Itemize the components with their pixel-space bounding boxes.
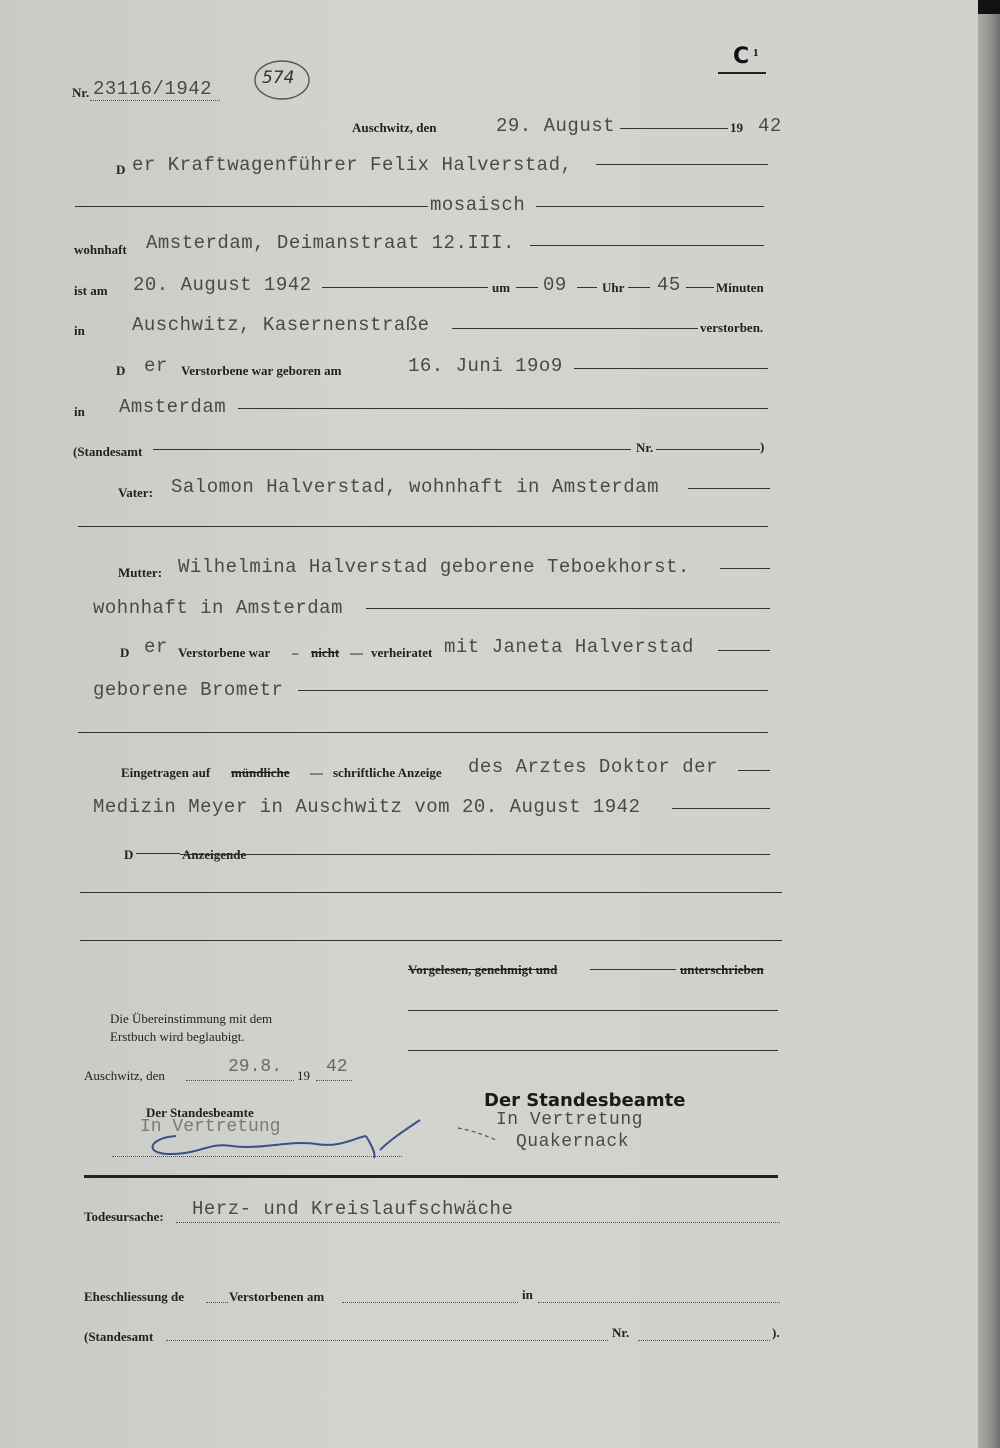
right-standesbeamte-title: Der Standesbeamte <box>484 1090 686 1111</box>
beglaubigt-year-suffix: 42 <box>326 1057 348 1077</box>
spouse: mit Janeta Halverstad <box>444 636 694 658</box>
nr-line <box>90 100 220 101</box>
todesursache: Herz- und Kreislaufschwäche <box>192 1198 514 1220</box>
anzeigende-rule <box>180 854 770 855</box>
vater-label: Vater: <box>118 485 153 500</box>
mutter-line2-rule <box>366 608 770 609</box>
page-edge <box>978 0 1000 1448</box>
birth-place: Amsterdam <box>119 396 227 418</box>
beglaubigt-date: 29.8. <box>228 1057 283 1077</box>
mutter-line2: wohnhaft in Amsterdam <box>93 597 343 619</box>
todesursache-dots <box>176 1222 780 1223</box>
death-hour: 09 <box>543 274 567 296</box>
marriage-dash1: – <box>292 645 299 660</box>
nr-value: 23116/1942 <box>93 78 213 100</box>
form-code: C <box>733 44 750 69</box>
signature-rule-2 <box>408 1050 778 1051</box>
mutter-label: Mutter: <box>118 565 163 580</box>
marriage-verheiratet: verheiratet <box>371 645 433 660</box>
marriage-label: Verstorbene war <box>178 645 271 660</box>
ehe-date-dots <box>342 1302 518 1303</box>
date-line <box>620 128 728 129</box>
hour-rule <box>577 287 597 288</box>
entry-muendliche: mündliche <box>231 765 290 780</box>
birth-standesamt-rule <box>153 449 631 450</box>
wohnhaft-label: wohnhaft <box>74 242 127 257</box>
beglaubigt-year-prefix: 19 <box>297 1068 310 1083</box>
ehe-label: Eheschliessung de <box>84 1289 185 1304</box>
uhr-label: Uhr <box>602 280 625 295</box>
death-place-rule <box>452 328 698 329</box>
beglaubigt-date-dots <box>186 1080 294 1081</box>
vorgelesen-rule <box>590 969 676 970</box>
year-prefix: 19 <box>730 120 743 135</box>
signature-stroke-mark <box>456 1124 506 1146</box>
left-vertretung: In Vertretung <box>140 1117 281 1137</box>
handwritten-signature <box>140 1110 440 1166</box>
right-vertretung: In Vertretung <box>496 1110 643 1130</box>
person-line1: er Kraftwagenführer Felix Halverstad, <box>132 154 573 176</box>
todesursache-label: Todesursache: <box>84 1209 164 1224</box>
entry-text2: Medizin Meyer in Auschwitz vom 20. August 1942 <box>93 796 641 818</box>
birth-date-rule <box>574 368 768 369</box>
ehe-in-label: in <box>522 1287 533 1302</box>
form-code-underline <box>718 72 766 74</box>
entry-dash: — <box>310 765 323 780</box>
marriage-d-prefix: D <box>120 645 130 660</box>
entry-schriftliche: schriftliche Anzeige <box>333 765 442 780</box>
mutter-rule <box>720 568 770 569</box>
address-rule <box>530 245 764 246</box>
anzeigende-line2-rule <box>80 892 782 893</box>
entry-text1-rule <box>738 770 770 771</box>
death-place: Auschwitz, Kasernenstraße <box>132 314 430 336</box>
birth-label: Verstorbene war geboren am <box>181 363 342 378</box>
vater-rule <box>688 488 770 489</box>
religion: mosaisch <box>430 194 526 216</box>
section-divider <box>84 1175 778 1178</box>
ehe-place-dots <box>538 1302 780 1303</box>
anzeigende-d: D <box>124 847 134 862</box>
year-suffix: 42 <box>758 115 782 137</box>
birth-place-rule <box>238 408 768 409</box>
left-standesbeamte-title: Der Standesbeamte <box>146 1105 254 1120</box>
mutter: Wilhelmina Halverstad geborene Teboekhorst. <box>178 556 690 578</box>
birth-close: ) <box>760 439 765 454</box>
entry-label: Eingetragen auf <box>121 765 211 780</box>
beglaubigt-place-label: Auschwitz, den <box>84 1068 165 1083</box>
marriage-line3-rule <box>78 732 768 733</box>
footer-standesamt-dots <box>166 1340 608 1341</box>
beglaubigt-year-dots <box>316 1080 352 1081</box>
spouse-line2: geborene Brometr <box>93 679 284 701</box>
footer-close: ). <box>772 1325 780 1340</box>
anzeigende-d-rule <box>136 853 180 854</box>
person-line1-rule <box>596 164 768 165</box>
marriage-d-suffix: er <box>144 636 168 658</box>
address: Amsterdam, Deimanstraat 12.III. <box>146 232 515 254</box>
religion-left-rule <box>75 206 428 207</box>
birth-standesamt-label: (Standesamt <box>73 444 143 459</box>
entry-text1: des Arztes Doktor der <box>468 756 718 778</box>
entry-text2-rule <box>672 808 770 809</box>
marriage-nicht: nicht <box>311 645 340 660</box>
anzeigende-line3-rule <box>80 940 782 941</box>
page-corner <box>978 0 1000 14</box>
birth-nr-label: Nr. <box>636 440 654 455</box>
beglaubigt-line1: Die Übereinstimmung mit dem <box>110 1011 273 1026</box>
person-d-prefix: D <box>116 162 126 177</box>
um-label: um <box>492 280 511 295</box>
beglaubigt-line2: Erstbuch wird beglaubigt. <box>110 1029 245 1044</box>
circled-number: 574 <box>262 68 295 88</box>
nr-label: Nr. <box>72 85 90 100</box>
uhr-rule <box>628 287 650 288</box>
ehe-de-dots <box>206 1302 228 1303</box>
birth-in-label: in <box>74 404 85 419</box>
form-code-sup: 1 <box>753 47 759 59</box>
spouse-rule <box>718 650 770 651</box>
spouse-line2-rule <box>298 690 768 691</box>
birth-d-prefix: D <box>116 363 126 378</box>
vater-line2-rule <box>78 526 768 527</box>
birth-d-suffix: er <box>144 355 168 377</box>
unterschrieben: unterschrieben <box>680 962 764 977</box>
birth-date: 16. Juni 19o9 <box>408 355 563 377</box>
signature-rule-1 <box>408 1010 778 1011</box>
place-date-label: Auschwitz, den <box>352 120 437 135</box>
death-in-label: in <box>74 323 85 338</box>
um-rule <box>516 287 538 288</box>
date-day-month: 29. August <box>496 115 616 137</box>
footer-nr-label: Nr. <box>612 1325 630 1340</box>
death-minutes: 45 <box>657 274 681 296</box>
right-name: Quakernack <box>516 1132 630 1152</box>
vater: Salomon Halverstad, wohnhaft in Amsterdam <box>171 476 659 498</box>
minuten-label: Minuten <box>716 280 764 295</box>
footer-standesamt-label: (Standesamt <box>84 1329 154 1344</box>
minutes-rule <box>686 287 714 288</box>
verstorben-label: verstorben. <box>700 320 764 335</box>
circle-mark <box>252 58 312 102</box>
death-date: 20. August 1942 <box>133 274 312 296</box>
religion-right-rule <box>536 206 764 207</box>
birth-nr-rule <box>656 449 760 450</box>
anzeigende-label: Anzeigende <box>182 847 247 862</box>
marriage-dash2: — <box>350 645 363 660</box>
ehe-label2: Verstorbenen am <box>229 1289 325 1304</box>
footer-nr-dots <box>638 1340 770 1341</box>
vorgelesen: Vorgelesen, genehmigt und <box>408 962 558 977</box>
ist-am-label: ist am <box>74 283 108 298</box>
death-date-rule <box>322 287 488 288</box>
